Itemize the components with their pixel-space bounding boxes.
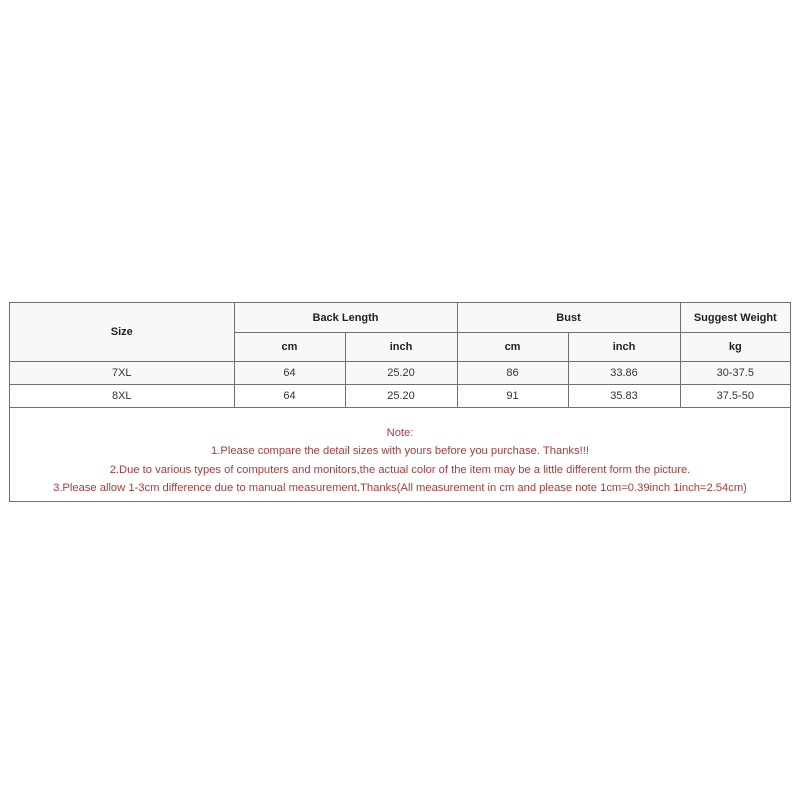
weight-kg-cell: 30-37.5 <box>680 362 790 385</box>
back-length-cm-cell: 64 <box>234 362 345 385</box>
bust-header: Bust <box>457 303 680 333</box>
back-length-inch-cell: 25.20 <box>345 362 457 385</box>
size-chart <box>9 302 791 502</box>
size-column-header: Size <box>10 303 234 362</box>
note-line-3: 3.Please allow 1-3cm difference due to manual measurement.Thanks(All measurement in cm and please note 1cm=0.39inch 1inch=2.54cm) <box>53 481 747 494</box>
size-cell: 7XL <box>10 362 234 385</box>
back-length-cm-cell: 64 <box>234 385 345 408</box>
size-cell: 8XL <box>10 385 234 408</box>
table-row <box>10 385 790 408</box>
bust-inch-cell: 33.86 <box>568 362 680 385</box>
table-row <box>10 362 790 385</box>
back-length-inch-header: inch <box>345 333 457 362</box>
size-table <box>10 303 790 408</box>
bust-cm-cell: 91 <box>457 385 568 408</box>
back-length-cm-header: cm <box>234 333 345 362</box>
bust-inch-header: inch <box>568 333 680 362</box>
back-length-header: Back Length <box>234 303 457 333</box>
table-header-row <box>10 303 790 333</box>
suggest-weight-header: Suggest Weight <box>680 303 790 333</box>
bust-cm-cell: 86 <box>457 362 568 385</box>
note-line-2: 2.Due to various types of computers and monitors,the actual color of the item may be a little different form the picture. <box>109 463 691 476</box>
notes-section <box>10 408 790 501</box>
back-length-inch-cell: 25.20 <box>345 385 457 408</box>
note-line-1: 1.Please compare the detail sizes with yours before you purchase. Thanks!!! <box>211 445 589 458</box>
bust-inch-cell: 35.83 <box>568 385 680 408</box>
weight-kg-header: kg <box>680 333 790 362</box>
note-title: Note: <box>386 427 414 439</box>
weight-kg-cell: 37.5-50 <box>680 385 790 408</box>
bust-cm-header: cm <box>457 333 568 362</box>
